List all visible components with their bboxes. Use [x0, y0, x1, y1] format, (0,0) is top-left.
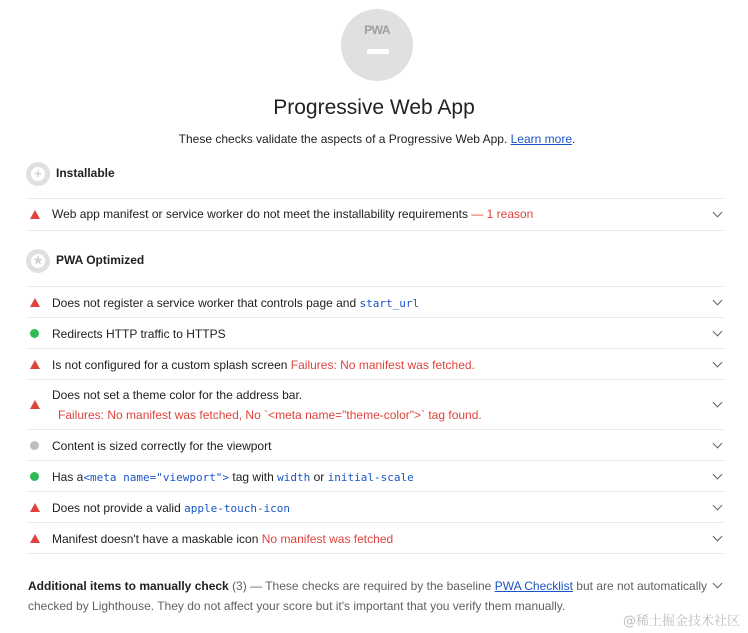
pass-dot-icon — [30, 472, 39, 481]
group-label-pwa-optimized: PWA Optimized — [56, 253, 145, 267]
manual-checks-separator: — — [250, 579, 263, 593]
manual-checks-section[interactable] — [28, 576, 708, 616]
chevron-down-icon[interactable] — [713, 398, 723, 408]
audit-service-worker[interactable] — [26, 286, 725, 317]
audit-title: Redirects HTTP traffic to HTTPS — [52, 327, 226, 341]
audit-title: Content is sized correctly for the viewport — [52, 439, 272, 453]
audit-touch-icon[interactable] — [26, 491, 725, 522]
audit-viewport-size[interactable] — [26, 429, 725, 460]
audit-maskable-icon[interactable] — [26, 522, 725, 554]
plus-icon: + — [26, 162, 50, 186]
audit-code: apple-touch-icon — [184, 502, 291, 515]
fail-triangle-icon — [30, 534, 40, 543]
audit-title: Is not configured for a custom splash screen — [52, 358, 288, 372]
audit-code: width — [277, 471, 311, 484]
audit-detail: No manifest was fetched — [261, 532, 394, 546]
audit-detail: Failures: No manifest was fetched, No `<meta name="theme-color">` tag found. — [58, 408, 482, 422]
audit-title-part: or — [313, 470, 325, 484]
report-header — [0, 0, 748, 160]
pwa-gauge-dash-icon — [367, 49, 389, 54]
learn-more-link[interactable]: Learn more — [510, 132, 572, 146]
audit-title: Does not set a theme color for the address bar. — [52, 388, 303, 402]
chevron-down-icon[interactable] — [713, 470, 723, 480]
audit-title: Web app manifest or service worker do not meet the installability requirements — [52, 207, 468, 221]
manual-checks-text: but are not automatically checked by Lighthouse. They do not affect your score but it's important that you verify them manually. — [28, 579, 708, 613]
star-icon: ★ — [26, 249, 50, 273]
fail-triangle-icon — [30, 210, 40, 219]
not-applicable-dot-icon — [30, 441, 39, 450]
audit-splash-screen[interactable] — [26, 348, 725, 379]
pwa-gauge-label: PWA — [364, 23, 390, 37]
audit-https-redirect[interactable] — [26, 317, 725, 348]
chevron-down-icon[interactable] — [713, 501, 723, 511]
audit-title-part: tag with — [232, 470, 274, 484]
group-label-installable: Installable — [56, 166, 115, 180]
audit-title: Manifest doesn't have a maskable icon — [52, 532, 259, 546]
fail-triangle-icon — [30, 400, 40, 409]
category-description: These checks validate the aspects of a Progressive Web App. Learn more. — [178, 132, 576, 146]
watermark: @稀土掘金技术社区 — [622, 614, 740, 629]
manual-checks-title: Additional items to manually check — [28, 579, 229, 593]
audit-title: Does not provide a valid — [52, 501, 181, 515]
audit-separator: — — [471, 207, 484, 221]
pwa-checklist-link[interactable]: PWA Checklist — [494, 579, 573, 593]
fail-triangle-icon — [30, 360, 40, 369]
chevron-down-icon[interactable] — [713, 532, 723, 542]
pwa-gauge[interactable] — [341, 9, 413, 81]
manual-checks-text: These checks are required by the baseline — [265, 579, 492, 593]
audit-theme-color[interactable] — [26, 379, 725, 429]
audit-installability[interactable] — [26, 198, 725, 231]
manual-checks-count: (3) — [232, 579, 247, 593]
pass-dot-icon — [30, 329, 39, 338]
chevron-down-icon[interactable] — [713, 358, 723, 368]
audit-detail: 1 reason — [486, 207, 534, 221]
chevron-down-icon[interactable] — [713, 296, 723, 306]
chevron-down-icon[interactable] — [713, 327, 723, 337]
fail-triangle-icon — [30, 298, 40, 307]
category-title: Progressive Web App — [273, 96, 475, 119]
audit-title: Does not register a service worker that controls page and — [52, 296, 357, 310]
fail-triangle-icon — [30, 503, 40, 512]
audit-detail: Failures: No manifest was fetched. — [290, 358, 475, 372]
audit-code: initial-scale — [327, 471, 414, 484]
chevron-down-icon[interactable] — [713, 579, 723, 589]
chevron-down-icon[interactable] — [713, 208, 723, 218]
audit-code: start_url — [359, 297, 420, 310]
audit-meta-viewport[interactable] — [26, 460, 725, 491]
audit-title-part: Has a — [52, 470, 84, 484]
audit-code: <meta name="viewport"> — [83, 471, 230, 484]
chevron-down-icon[interactable] — [713, 439, 723, 449]
